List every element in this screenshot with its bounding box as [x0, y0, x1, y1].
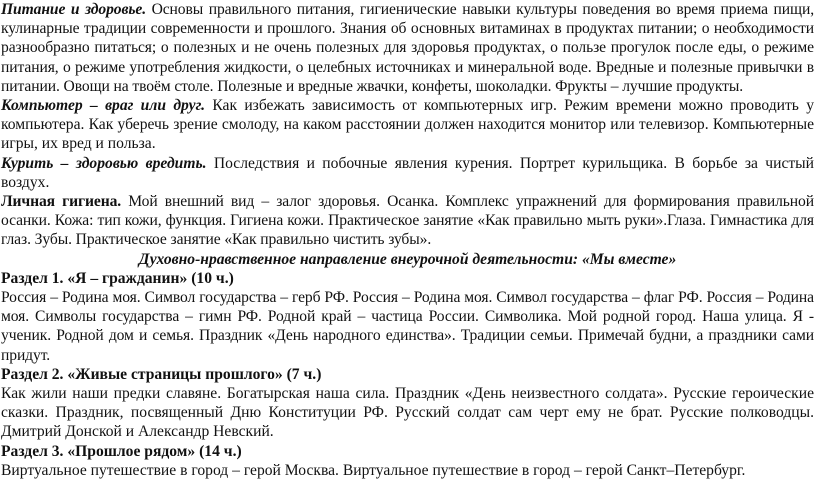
topic-title-hygiene: Личная гигиена. [1, 193, 122, 211]
paragraph-computer [1, 96, 814, 154]
section-3-hours: (14 ч.) [199, 442, 242, 460]
section-3-heading [1, 442, 814, 461]
section-2-title: Раздел 2. «Живые страницы прошлого» [1, 365, 283, 383]
section-1-hours: (10 ч.) [191, 269, 234, 287]
section-2-hours: (7 ч.) [286, 365, 322, 383]
section-3-title: Раздел 3. «Прошлое рядом» [1, 442, 196, 460]
topic-text-smoking: Последствия и побочные явления курения. Портрет курильщика. В борьбе за чистый воздух. [1, 154, 814, 191]
topic-text-computer: Как избежать зависимость от компьютерных игр. Режим времени можно проводить у компьютера. Как уберечь зрение смолоду, на каком расстоянии должен находится монитор или телевизор. Компьютерные игры, их вред и польза. [1, 97, 814, 153]
topic-title-computer: Компьютер – враг или друг. [1, 97, 206, 115]
section-1-title: Раздел 1. «Я – гражданин» [1, 269, 188, 287]
topic-text-nutrition: Основы правильного питания, гигиенические навыки культуры поведения во время приема пищи, кулинарные традиции современности и прошлого. Знания об основных витаминах в продуктах питании; о необходимости разнообразно питаться; о полезных и не очень полезных для здоровья продуктах, о пользе прогулок после еды, о режиме питания, о режиме употребления жидкости, о целебных источниках и минеральной воде. Вредные и полезные привычки в питании. Овощи на твоём столе. Полезные и вредные жвачки, конфеты, шоколадки. Фрукты – лучшие продукты. [1, 1, 814, 95]
paragraph-nutrition [1, 0, 814, 96]
topic-title-nutrition: Питание и здоровье. [1, 1, 146, 18]
section-2-heading [1, 365, 814, 384]
topic-title-smoking: Курить – здоровью вредить. [1, 154, 207, 172]
section-1-text: Россия – Родина моя. Символ государства – герб РФ. Россия – Родина моя. Символ государства – флаг РФ. Россия – Родина моя. Символы государства – гимн РФ. Родной край – частица России. Символика. Мой родной город. Наша улица. Я - ученик. Родной дом и семья. Праздник «День народного единства». Традиции семьи. Примечай будни, а праздники сами придут. [1, 289, 814, 364]
section-3-text: Виртуальное путешествие в город – герой Москва. Виртуальное путешествие в город – герой Санкт–Петербург. [1, 461, 746, 479]
section-1-heading [1, 269, 814, 288]
paragraph-hygiene [1, 192, 814, 250]
direction-heading: Духовно-нравственное направление внеурочной деятельности: «Мы вместе» [138, 250, 677, 268]
section-2-text: Как жили наши предки славяне. Богатырская наша сила. Праздник «День неизвестного солдата». Русские героические сказки. Праздник, посвященный Дню Конституции РФ. Русский солдат сам черт ему не брат. Русские полководцы. Дмитрий Донской и Александр Невский. [1, 385, 814, 441]
topic-text-hygiene: Мой внешний вид – залог здоровья. Осанка. Комплекс упражнений для формирования правильной осанки. Кожа: тип кожи, функция. Гигиена кожи. Практическое занятие «Как правильно мыть руки».Глаза. Гимнастика для глаз. Зубы. Практическое занятие «Как правильно чистить зубы». [1, 193, 814, 249]
paragraph-smoking [1, 154, 814, 192]
